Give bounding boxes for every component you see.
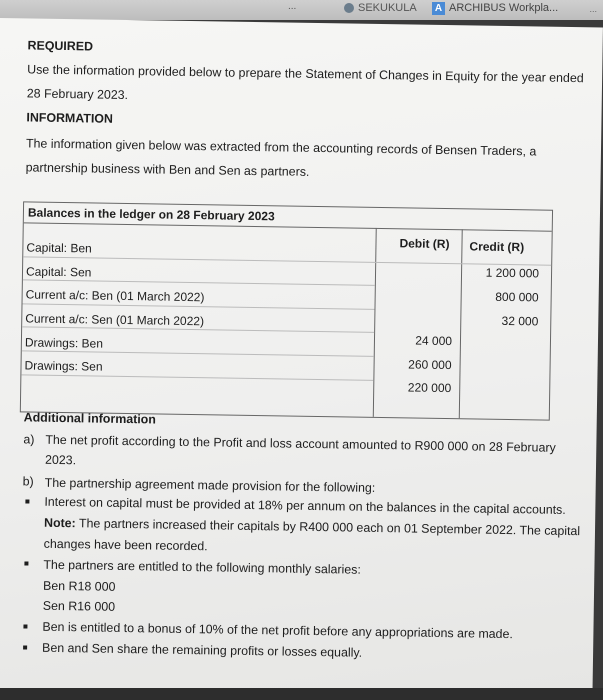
- ledger-title-row: [24, 202, 552, 231]
- bottom-edge: [0, 688, 603, 700]
- share-line: Ben and Sen share the remaining profits or losses equally.: [42, 640, 363, 660]
- debit-header: Debit (R): [399, 236, 450, 252]
- required-heading: REQUIRED: [27, 38, 94, 54]
- overflow-menu-icon[interactable]: ...: [589, 4, 597, 14]
- browser-tab-bar: [0, 0, 603, 20]
- bullet-icon: [23, 624, 27, 628]
- tab-label: ARCHIBUS Workpla...: [449, 2, 559, 14]
- item-b-intro: The partnership agreement made provision for the following:: [44, 475, 376, 495]
- bullet-icon: [25, 499, 29, 503]
- tab-label: SEKUKULA: [358, 2, 417, 14]
- bonus-line: Ben is entitled to a bonus of 10% of the net profit before any appropriations are made.: [42, 619, 513, 642]
- information-line-1: The information given below was extracted from the accounting records of Bensen Traders, a: [25, 136, 537, 159]
- archibus-logo-icon: A: [432, 2, 445, 15]
- globe-icon: [344, 3, 354, 13]
- note-line-2: changes have been recorded.: [43, 536, 208, 554]
- interest-line: Interest on capital must be provided at 18% per annum on the balances in the capital accounts.: [44, 494, 566, 517]
- browser-tab-sekukula[interactable]: [338, 0, 423, 16]
- item-a-marker: a): [23, 432, 35, 447]
- ledger-row-label: Current a/c: Sen (01 March 2022): [25, 311, 205, 329]
- ledger-row-debit: 24 000: [415, 333, 453, 349]
- ledger-row-label: Capital: Sen: [25, 264, 92, 280]
- item-a-line-1: The net profit according to the Profit and loss account amounted to R900 000 on 28 February: [45, 432, 556, 455]
- salary-ben: Ben R18 000: [42, 578, 116, 594]
- required-line-1: Use the information provided below to prepare the Statement of Changes in Equity for the year ended: [27, 62, 584, 86]
- information-heading: INFORMATION: [26, 110, 114, 126]
- salary-sen: Sen R16 000: [42, 598, 116, 614]
- ledger-row-debit: 220 000: [407, 380, 452, 396]
- note-label: Note:: [43, 515, 76, 531]
- item-b-marker: b): [22, 474, 34, 489]
- ledger-row-credit: 32 000: [501, 313, 539, 329]
- ledger-table: [20, 201, 553, 420]
- additional-heading: Additional information: [23, 410, 156, 427]
- ledger-row-label: Drawings: Ben: [24, 335, 104, 351]
- credit-header: Credit (R): [469, 239, 525, 255]
- note-line: [44, 516, 580, 538]
- item-a-line-2: 2023.: [44, 452, 77, 468]
- salaries-line: The partners are entitled to the following monthly salaries:: [43, 557, 362, 577]
- bullet-icon: [23, 645, 27, 649]
- browser-tab-archibus[interactable]: [432, 0, 558, 16]
- ledger-row-label: Drawings: Sen: [24, 358, 103, 374]
- information-line-2: partnership business with Ben and Sen as partners.: [25, 160, 310, 179]
- ledger-title: Balances in the ledger on 28 February 2023: [27, 205, 275, 224]
- bullet-icon: [24, 561, 28, 565]
- ledger-row-debit: 260 000: [408, 357, 452, 373]
- browser-tab-partial[interactable]: ...: [288, 1, 297, 12]
- document-page: [0, 18, 603, 697]
- required-line-2: 28 February 2023.: [26, 86, 129, 103]
- note-text: The partners increased their capitals by R400 000 each on 01 September 2022. The capital: [75, 516, 581, 539]
- ledger-row-label: Current a/c: Ben (01 March 2022): [25, 287, 205, 305]
- ledger-row-label: Capital: Ben: [26, 240, 92, 256]
- ledger-row-credit: 1 200 000: [485, 265, 540, 281]
- ledger-row-credit: 800 000: [495, 289, 539, 305]
